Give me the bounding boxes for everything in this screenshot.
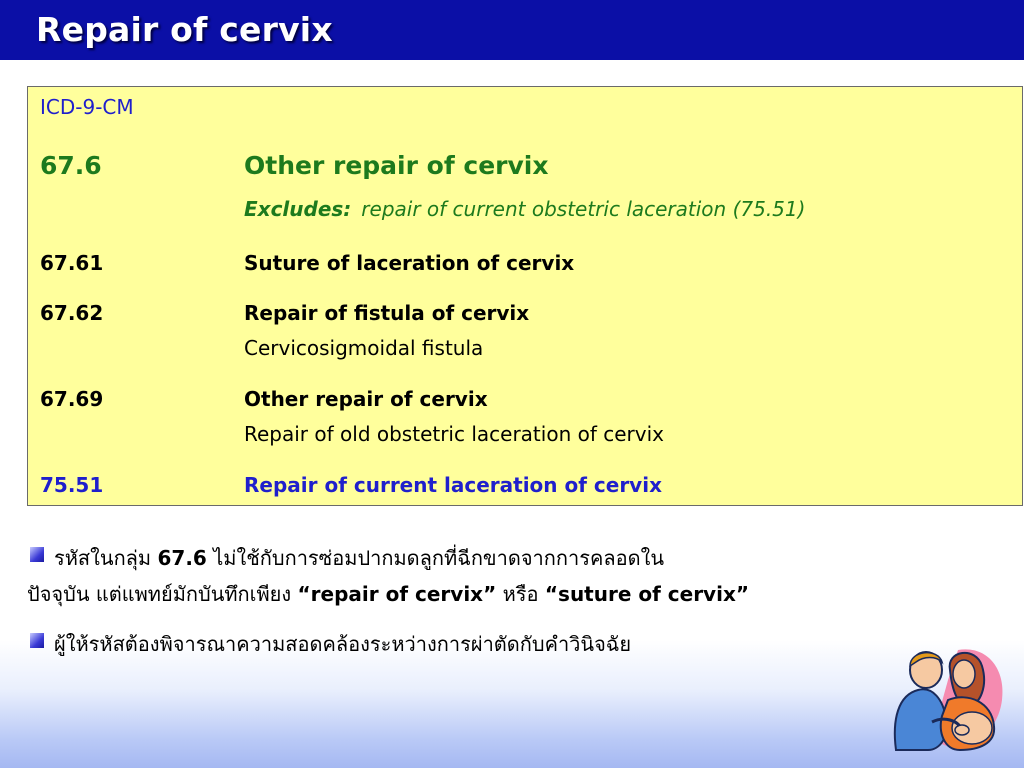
note-1-text-a: รหัสในกลุ่ม [54,546,158,570]
code-75-51: 75.51 [40,473,104,497]
note-1-line-2-or: หรือ [496,582,545,606]
excludes-label: Excludes: [244,197,352,221]
bullet-square-icon [30,547,44,562]
note-1-quote-repair: “repair of cervix” [297,582,497,606]
code-67-62-title: Repair of fistula of cervix [244,301,530,325]
icd-code-box [27,86,1023,506]
main-code: 67.6 [40,151,102,180]
title-bar [0,0,1024,60]
note-1-quote-suture: “suture of cervix” [544,582,749,606]
excludes-note [244,197,805,221]
code-67-62: 67.62 [40,301,104,325]
code-67-69-title: Other repair of cervix [244,387,488,411]
note-1-text-c: ไม่ใช้กับการซ่อมปากมดลูกที่ฉีกขาดจากการคลอดใน [206,546,665,570]
code-67-69: 67.69 [40,387,104,411]
code-67-69-subtitle: Repair of old obstetric laceration of cervix [244,422,664,446]
slide-title: Repair of cervix [36,10,333,49]
bullet-square-icon [30,633,44,648]
code-67-61-title: Suture of laceration of cervix [244,251,575,275]
note-1-line-2 [27,578,749,610]
icd-header: ICD-9-CM [40,95,134,119]
note-2: ผู้ให้รหัสต้องพิจารณาความสอดคล้องระหว่างการผ่าตัดกับคำวินิจฉัย [54,632,632,656]
code-67-61: 67.61 [40,251,104,275]
couple-clipart-icon [888,640,1008,756]
main-code-desc: Other repair of cervix [244,151,549,180]
excludes-text: repair of current obstetric laceration (75.51) [361,197,806,221]
code-67-62-subtitle: Cervicosigmoidal fistula [244,336,484,360]
note-1-line-2-a: ปัจจุบัน แต่แพทย์มักบันทึกเพียง [27,582,298,606]
note-1-line-1 [54,542,664,574]
code-75-51-title: Repair of current laceration of cervix [244,473,662,497]
note-1-code: 67.6 [157,546,207,570]
